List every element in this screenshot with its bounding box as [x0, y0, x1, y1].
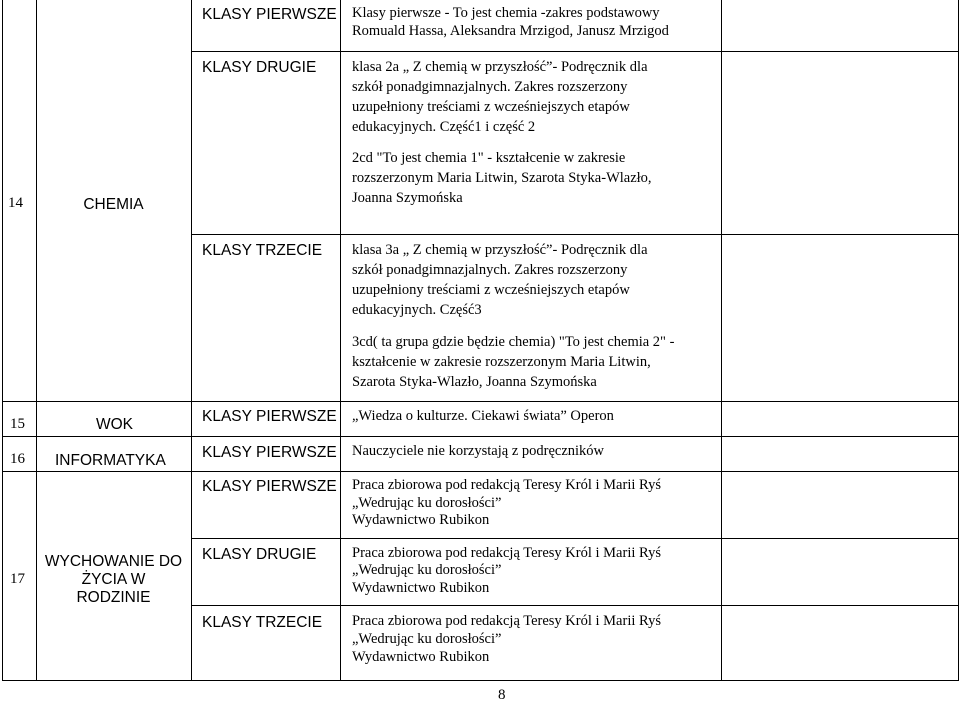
row-number: 15 — [10, 416, 25, 432]
row-number: 14 — [8, 195, 23, 211]
book-line: uzupełniony treściami z wcześniejszych etapów — [352, 282, 630, 298]
grid-line — [958, 0, 959, 681]
subject-name: WOK — [96, 416, 134, 433]
row-number: 16 — [10, 451, 25, 467]
grid-line — [2, 471, 959, 472]
book-line: „Wedrując ku dorosłości” — [352, 495, 502, 511]
grid-line — [2, 680, 959, 681]
grid-line — [721, 0, 722, 681]
book-line: Nauczyciele nie korzystają z podręczników — [352, 443, 605, 459]
book-line: „Wiedza o kulturze. Ciekawi świata” Operon — [352, 408, 614, 424]
book-line: Szarota Styka-Wlazło, Joanna Szymońska — [352, 374, 597, 390]
book-line: 3cd( ta grupa gdzie będzie chemia) "To jest chemia 2" - — [352, 334, 675, 350]
book-line: „Wedrując ku dorosłości” — [352, 562, 502, 578]
row-number: 17 — [10, 571, 25, 587]
book-line: rozszerzonym Maria Litwin, Szarota Styka-Wlazło, — [352, 170, 652, 186]
subject-name: WYCHOWANIE DO — [44, 553, 183, 570]
subject-name: INFORMATYKA — [55, 452, 166, 469]
class-label: KLASY PIERWSZE — [202, 408, 337, 425]
subject-name: ŻYCIA W — [81, 571, 146, 588]
class-label: KLASY PIERWSZE — [202, 6, 337, 23]
page-number: 8 — [498, 687, 506, 703]
subject-name: RODZINIE — [76, 589, 151, 606]
book-line: Praca zbiorowa pod redakcją Teresy Król i Marii Ryś — [352, 613, 661, 629]
book-line: Romuald Hassa, Aleksandra Mrzigod, Janusz Mrzigod — [352, 23, 669, 39]
book-line: Praca zbiorowa pod redakcją Teresy Król i Marii Ryś — [352, 545, 661, 561]
class-label: KLASY TRZECIE — [202, 242, 323, 259]
book-line: szkół ponadgimnazjalnych. Zakres rozszerzony — [352, 79, 628, 95]
book-line: Wydawnictwo Rubikon — [352, 580, 490, 596]
book-line: 2cd "To jest chemia 1" - kształcenie w zakresie — [352, 150, 626, 166]
class-label: KLASY TRZECIE — [202, 614, 323, 631]
book-line: Praca zbiorowa pod redakcją Teresy Król i Marii Ryś — [352, 477, 661, 493]
book-line: edukacyjnych. Część1 i część 2 — [352, 119, 536, 135]
book-line: szkół ponadgimnazjalnych. Zakres rozszerzony — [352, 262, 628, 278]
grid-line — [2, 401, 959, 402]
grid-line — [191, 234, 959, 235]
book-line: Joanna Szymońska — [352, 190, 463, 206]
class-label: KLASY PIERWSZE — [202, 444, 337, 461]
book-line: uzupełniony treściami z wcześniejszych etapów — [352, 99, 630, 115]
grid-line — [2, 436, 959, 437]
class-label: KLASY PIERWSZE — [202, 478, 337, 495]
grid-line — [191, 605, 959, 606]
subject-name: CHEMIA — [83, 196, 144, 213]
book-line: Wydawnictwo Rubikon — [352, 512, 490, 528]
grid-line — [2, 0, 3, 681]
book-line: edukacyjnych. Część3 — [352, 302, 482, 318]
grid-line — [191, 51, 959, 52]
class-label: KLASY DRUGIE — [202, 546, 317, 563]
book-line: klasa 2a „ Z chemią w przyszłość”- Podręcznik dla — [352, 59, 648, 75]
book-line: „Wedrując ku dorosłości” — [352, 631, 502, 647]
book-line: Klasy pierwsze - To jest chemia -zakres podstawowy — [352, 5, 660, 21]
book-line: klasa 3a „ Z chemią w przyszłość”- Podręcznik dla — [352, 242, 648, 258]
book-line: Wydawnictwo Rubikon — [352, 649, 490, 665]
grid-line — [191, 0, 192, 681]
class-label: KLASY DRUGIE — [202, 59, 317, 76]
grid-line — [191, 538, 959, 539]
book-line: kształcenie w zakresie rozszerzonym Maria Litwin, — [352, 354, 651, 370]
grid-line — [340, 0, 341, 681]
